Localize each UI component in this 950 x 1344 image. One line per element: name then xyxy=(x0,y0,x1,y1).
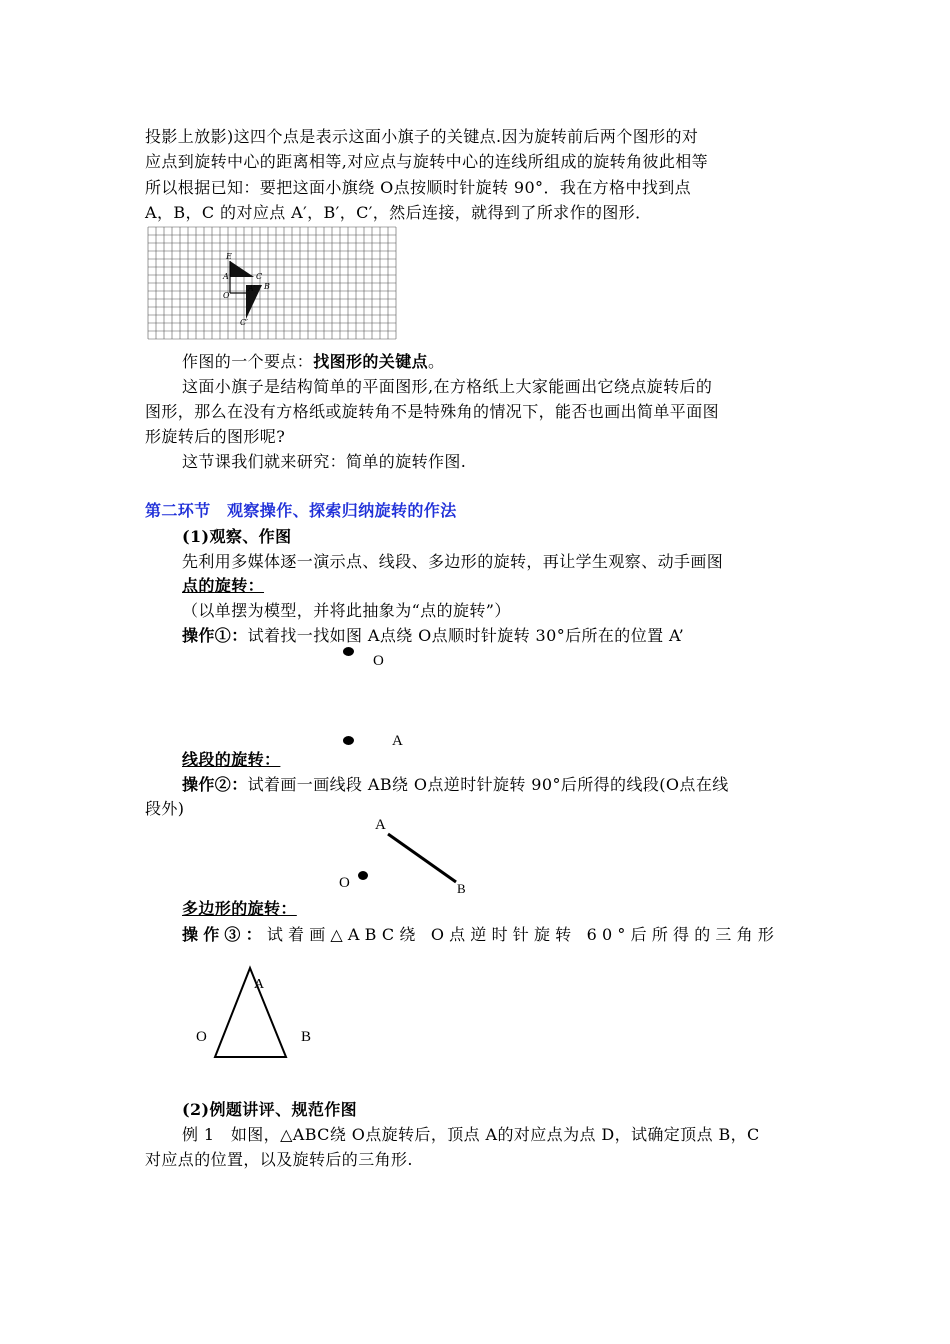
segment-rotation-heading: 线段的旋转： xyxy=(182,750,281,769)
triangle-figure xyxy=(210,966,290,1060)
triangle-label-o: O xyxy=(196,1029,207,1045)
operation-2-label: 操作②： xyxy=(182,775,248,794)
paragraph-line: 图形，那么在没有方格纸或旋转角不是特殊角的情况下，能否也画出简单平面图 xyxy=(145,402,720,421)
segment-label-b: B xyxy=(457,881,466,896)
grid-label-a: A xyxy=(223,272,229,281)
operation-2-continued: 段外) xyxy=(145,799,185,818)
subsection-title-2: (2)例题讲评、规范作图 xyxy=(182,1100,358,1119)
point-a-label: A xyxy=(392,733,403,749)
point-o-label: O xyxy=(373,653,384,669)
grid-label-c-prime: C′ xyxy=(240,318,248,327)
grid-label-c: C xyxy=(256,272,263,281)
operation-1 xyxy=(182,625,684,647)
segment-label-a: A xyxy=(375,817,386,833)
example-line: 例 1 如图，△ABC绕 O点旋转后，顶点 A的对应点为点 D，试确定顶点 B，C xyxy=(182,1125,760,1144)
key-point-prefix: 作图的一个要点： xyxy=(182,352,314,371)
triangle-label-a: A xyxy=(254,977,265,992)
model-note: （以单摆为模型，并将此抽象为“点的旋转”） xyxy=(182,601,511,620)
point-o-label-2: O xyxy=(339,875,350,891)
paragraph-line: 所以根据已知：要把这面小旗绕 O点按顺时针旋转 90°．我在方格中找到点 xyxy=(145,178,692,197)
subsection-title: (1)观察、作图 xyxy=(182,527,292,546)
segment-figure xyxy=(380,830,460,890)
grid-label-b: B xyxy=(264,282,270,291)
paragraph-line: A，B，C 的对应点 A′，B′，C′，然后连接，就得到了所求作的图形． xyxy=(145,203,652,222)
key-point-suffix: 。 xyxy=(428,352,445,371)
paragraph-line: 应点到旋转中心的距离相等,对应点与旋转中心的连线所组成的旋转角彼此相等 xyxy=(145,152,709,171)
grid-label-e: E xyxy=(226,252,232,261)
operation-2 xyxy=(182,774,729,796)
triangle-abc xyxy=(215,968,286,1057)
segment-ab xyxy=(388,834,456,882)
paragraph-line: 这面小旗子是结构简单的平面图形,在方格纸上大家能画出它绕点旋转后的 xyxy=(182,377,713,396)
paragraph-line: 投影上放影)这四个点是表示这面小旗子的关键点.因为旋转前后两个图形的对 xyxy=(145,127,699,146)
intro-line: 先利用多媒体逐一演示点、线段、多边形的旋转，再让学生观察、动手画图 xyxy=(182,552,724,571)
point-o-dot-2 xyxy=(358,871,368,880)
paragraph-line: 形旋转后的图形呢? xyxy=(145,427,286,446)
example-line: 对应点的位置，以及旋转后的三角形. xyxy=(145,1150,413,1169)
point-rotation-heading: 点的旋转： xyxy=(182,576,265,595)
paragraph-line: 这节课我们就来研究：简单的旋转作图. xyxy=(182,452,467,471)
grid-figure xyxy=(148,227,396,342)
grid-label-a-prime: A′ xyxy=(248,284,256,293)
operation-1-label: 操作①： xyxy=(182,626,248,645)
section-title: 第二环节 观察操作、探索归纳旋转的作法 xyxy=(145,501,457,520)
flag-original xyxy=(230,261,254,277)
polygon-rotation-heading: 多边形的旋转： xyxy=(182,899,297,918)
operation-3-label: 操作③： xyxy=(182,925,267,944)
key-point-line xyxy=(182,351,444,373)
operation-3-text: 试着画△ABC绕 O点逆时针旋转 60°后所得的三角形 xyxy=(266,925,780,944)
key-point-bold: 找图形的关键点 xyxy=(313,352,429,371)
point-o-dot xyxy=(343,647,354,656)
triangle-label-b: B xyxy=(301,1029,312,1045)
grid-label-o: O xyxy=(223,291,230,300)
point-a-dot xyxy=(343,736,354,745)
operation-2-text: 试着画一画线段 AB绕 O点逆时针旋转 90°后所得的线段(O点在线 xyxy=(247,775,729,794)
operation-1-text: 试着找一找如图 A点绕 O点顺时针旋转 30°后所在的位置 A’ xyxy=(247,626,685,645)
operation-3 xyxy=(182,924,779,946)
